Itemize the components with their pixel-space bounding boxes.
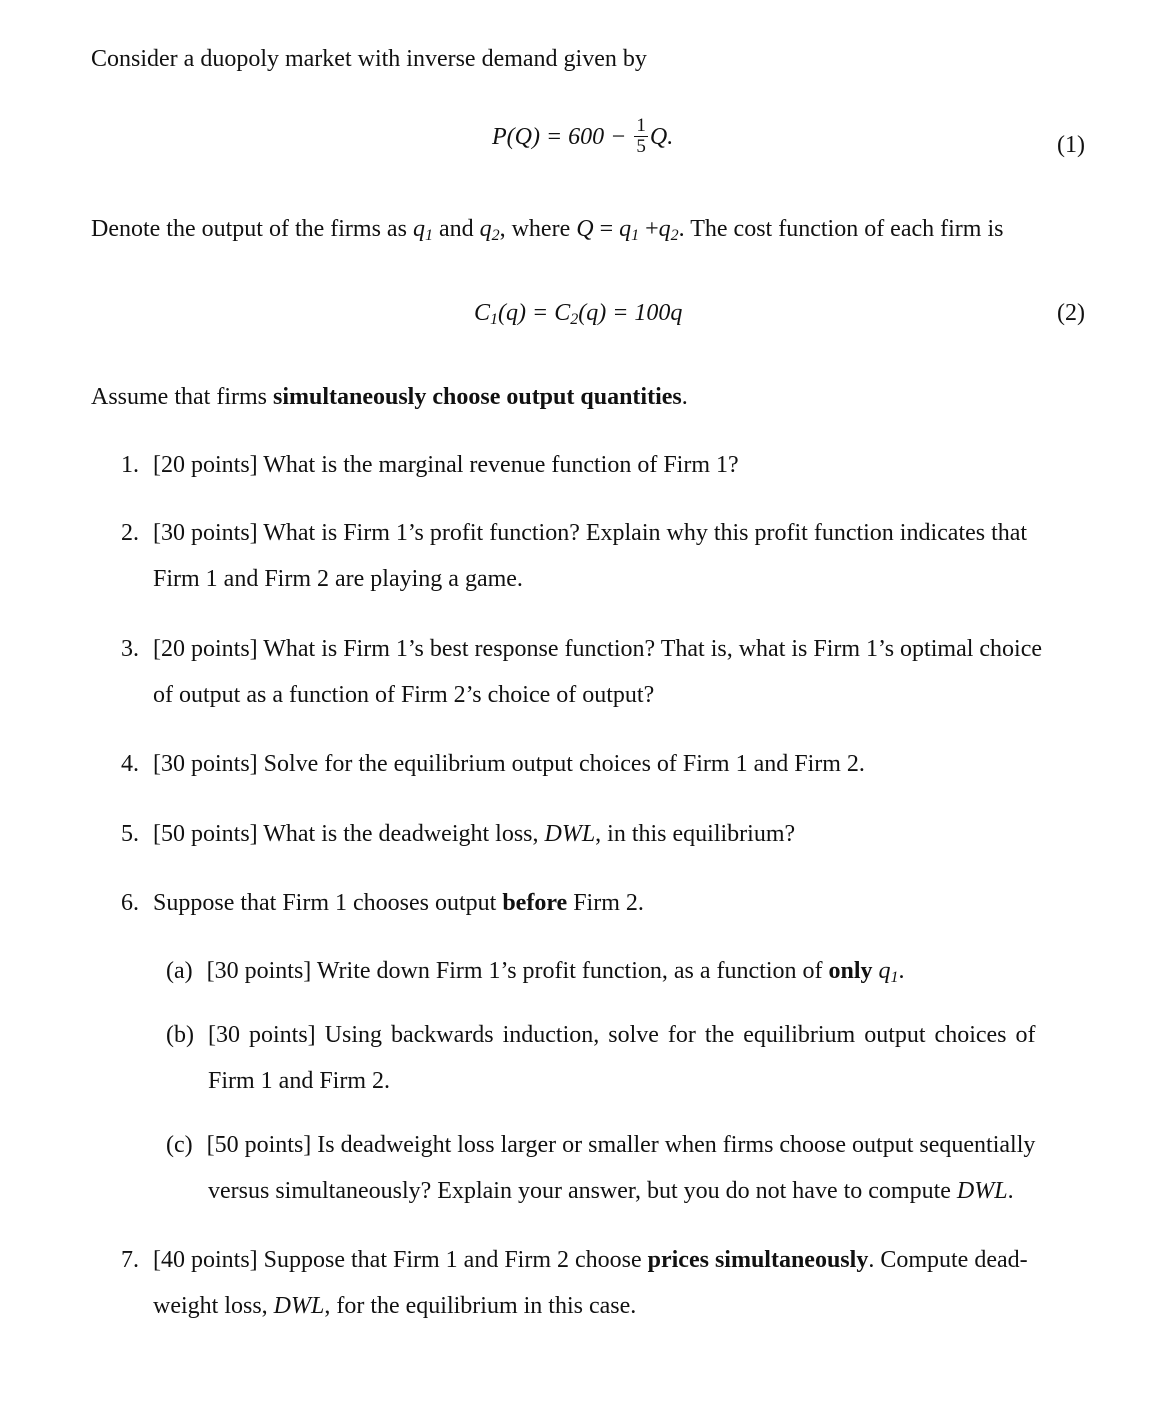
denote-text	[91, 216, 1003, 243]
eq1-frac-den: 5	[636, 136, 646, 157]
intro-text: Consider a duopoly market with inverse demand given by	[91, 46, 647, 72]
subquestion-a: (a) [30 points] Write down Firm 1’s profit function, as a function of only $q_1$.	[166, 958, 905, 986]
subquestion-label: (c)	[166, 1132, 193, 1158]
denote-a: Denote the output of the firms as	[91, 216, 407, 242]
subquestion-c: (c) [50 points] Is deadweight loss larger or smaller when firms choose output sequentially	[166, 1132, 1036, 1158]
assume-bold: simultaneously choose output quantities	[272, 384, 682, 410]
dwl-symbol: DWL	[956, 1178, 1008, 1204]
var-q2: $q_2$	[479, 216, 500, 244]
question-6: 6. Suppose that Firm 1 chooses output before Firm 2.	[121, 890, 644, 916]
subquestion-b: (b) [30 points] Using backwards induction, solve for the equilibrium output choices of	[166, 1022, 1036, 1048]
question-5: 5. [50 points] What is the deadweight loss, DWL, in this equilibrium?	[121, 821, 796, 847]
question-2-line2: Firm 1 and Firm 2 are playing a game.	[153, 566, 523, 592]
eq1-fraction	[634, 116, 648, 157]
subquestion-c-line2: versus simultaneously? Explain your answer, but you do not have to compute DWL.	[208, 1178, 1014, 1204]
eq1-frac-num: 1	[636, 115, 646, 136]
assume-text: Assume that firms simultaneously choose output quantities.	[91, 384, 688, 410]
question-7-line2: weight loss, DWL, for the equilibrium in this case.	[153, 1293, 637, 1319]
question-1	[121, 452, 739, 479]
denote-rest: . The cost function of each firm is	[678, 216, 1004, 242]
question-2	[121, 520, 1027, 547]
question-label: 5.	[121, 821, 139, 847]
only-bold: only	[828, 958, 873, 984]
prices-simultaneously-bold: prices simultaneously	[647, 1247, 869, 1273]
question-label: 4.	[121, 751, 139, 777]
question-4	[121, 751, 865, 778]
question-3	[121, 636, 1042, 663]
before-bold: before	[502, 890, 568, 916]
var-q1b: $q_1$	[619, 216, 640, 244]
var-Q: Q	[576, 216, 594, 242]
equation-2: $C_1(q) = C_2(q) = 100q$	[474, 300, 683, 328]
eq2-number: (2)	[1057, 300, 1085, 326]
eq1-rhs: Q.	[649, 124, 674, 151]
subquestion-label: (a)	[166, 958, 193, 984]
denote-where: , where	[499, 216, 571, 242]
var-q1: $q_1$	[412, 216, 433, 244]
question-label: 1.	[121, 452, 139, 478]
question-label: 6.	[121, 890, 139, 916]
eq1-lhs: P(Q) = 600 −	[492, 124, 627, 151]
question-text: [20 points] What is Firm 1’s best response function? That is, what is Firm 1’s optimal choice	[153, 636, 1043, 662]
question-label: 7.	[121, 1247, 139, 1273]
denote-eq: =	[599, 216, 614, 242]
question-3-line2: of output as a function of Firm 2’s choice of output?	[153, 682, 655, 708]
dwl-symbol: DWL	[544, 821, 596, 847]
eq1-number: (1)	[1057, 132, 1085, 158]
subquestion-b-line2: Firm 1 and Firm 2.	[208, 1068, 391, 1094]
subquestion-label: (b)	[166, 1022, 194, 1048]
dwl-symbol: DWL	[273, 1293, 325, 1319]
var-q2b: $q_2$	[658, 216, 679, 244]
denote-plus: +	[645, 216, 659, 242]
equation-1	[492, 115, 674, 159]
question-7: 7. [40 points] Suppose that Firm 1 and Firm 2 choose prices simultaneously. Compute dead-	[121, 1247, 1028, 1273]
var-q1-sub-a: $q_1$	[878, 958, 899, 986]
question-text: [30 points] Solve for the equilibrium output choices of Firm 1 and Firm 2.	[153, 751, 865, 777]
question-text: [30 points] What is Firm 1’s profit function? Explain why this profit function indicates that	[153, 520, 1028, 546]
denote-and: and	[438, 216, 474, 242]
question-label: 3.	[121, 636, 139, 662]
question-label: 2.	[121, 520, 139, 546]
question-text: [20 points] What is the marginal revenue function of Firm 1?	[153, 452, 739, 478]
